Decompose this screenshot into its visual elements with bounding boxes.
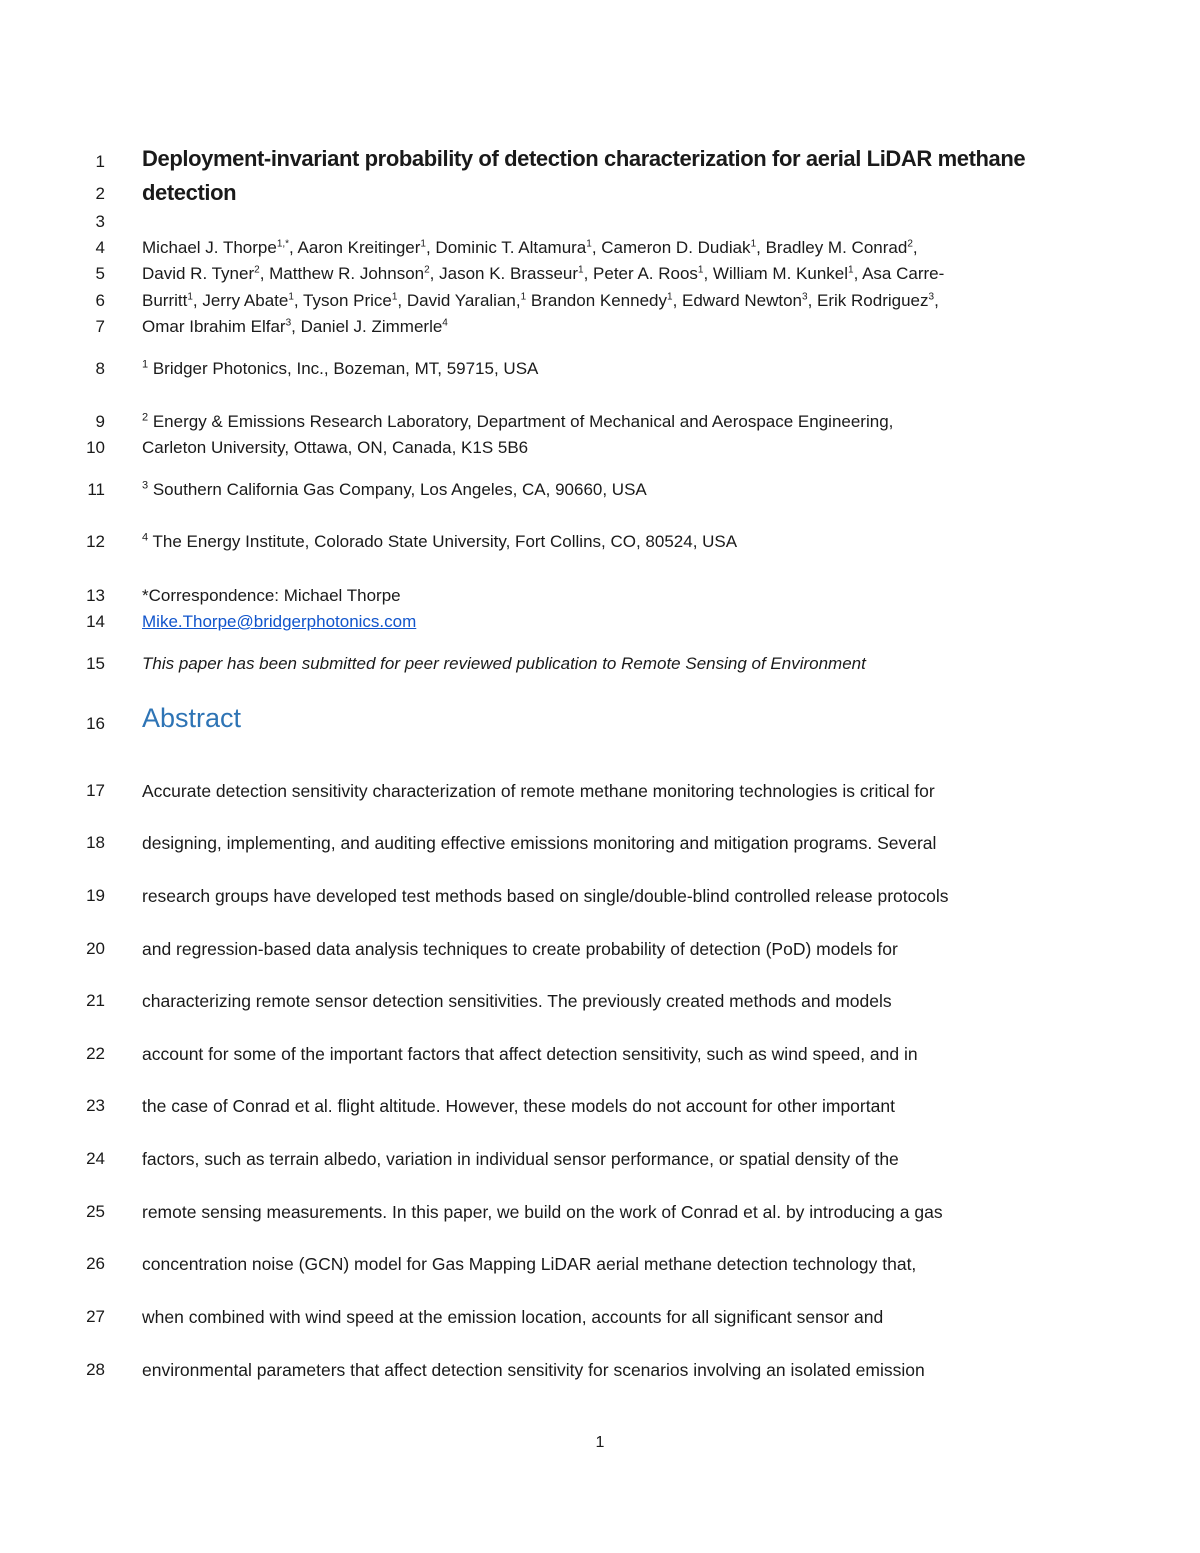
author-affiliation-sup: 1	[848, 264, 854, 276]
line-number: 11	[87, 480, 105, 499]
affiliation-sup: 1	[142, 358, 149, 371]
line-number: 25	[86, 1202, 105, 1221]
abstract-text: designing, implementing, and auditing effective emissions monitoring and mitigation programs. Several	[142, 833, 937, 853]
line-number: 7	[95, 317, 105, 336]
abstract-text: environmental parameters that affect detection sensitivity for scenarios involving an isolated emission	[142, 1360, 925, 1380]
affiliation-text	[142, 532, 737, 552]
author-affiliation-sup: 3	[928, 291, 935, 303]
paper-title: Deployment-invariant probability of detection characterization for aerial LiDAR methane	[142, 146, 1026, 171]
author-name: Omar Ibrahim Elfar	[142, 317, 286, 336]
author-list	[142, 317, 448, 337]
author-affiliation-sup: 1	[667, 291, 673, 303]
affiliation-text	[142, 480, 647, 500]
author-name: , David Yaralian,	[397, 291, 521, 310]
author-name: , Peter A. Roos	[583, 264, 698, 283]
section-heading: Abstract	[142, 703, 242, 733]
author-affiliation-sup: 3	[802, 291, 808, 303]
affiliation-name: Energy & Emissions Research Laboratory, Department of Mechanical and Aerospace Engineering,	[148, 412, 894, 431]
affiliation-text	[142, 412, 893, 432]
author-name: , Edward Newton	[672, 291, 803, 310]
line-number: 18	[86, 833, 105, 852]
affiliation-name: The Energy Institute, Colorado State University, Fort Collins, CO, 80524, USA	[148, 532, 738, 551]
author-affiliation-sup: 1	[187, 291, 193, 303]
line-number: 4	[95, 238, 105, 257]
author-affiliation-sup: 1	[750, 238, 757, 250]
abstract-text: account for some of the important factors that affect detection sensitivity, such as wind speed, and in	[142, 1044, 918, 1064]
author-affiliation-sup: 3	[285, 317, 292, 329]
line-number: 3	[95, 212, 105, 231]
author-list	[142, 238, 918, 258]
line-number: 14	[86, 612, 105, 631]
line-number: 5	[95, 264, 105, 283]
abstract-text: Accurate detection sensitivity characterization of remote methane monitoring technologies is critical for	[142, 781, 935, 801]
abstract-text: when combined with wind speed at the emission location, accounts for all significant sensor and	[142, 1307, 884, 1327]
line-number: 12	[86, 532, 105, 551]
affiliation-name: Carleton University, Ottawa, ON, Canada, K1S 5B6	[142, 438, 529, 457]
line-number: 19	[86, 886, 105, 905]
author-affiliation-sup: 1	[420, 238, 426, 250]
abstract-text: factors, such as terrain albedo, variation in individual sensor performance, or spatial density of the	[142, 1149, 899, 1169]
author-list	[142, 264, 944, 284]
affiliation-sup: 4	[142, 531, 149, 544]
line-number: 8	[95, 359, 105, 378]
author-name: , Erik Rodriguez	[807, 291, 929, 310]
line-number: 28	[86, 1360, 105, 1379]
abstract-text: concentration noise (GCN) model for Gas Mapping LiDAR aerial methane detection technology that,	[142, 1254, 917, 1274]
author-name: Michael J. Thorpe	[142, 238, 277, 257]
author-name: , William M. Kunkel	[703, 264, 849, 283]
author-affiliation-sup: 1	[391, 291, 398, 303]
abstract-text: the case of Conrad et al. flight altitude. However, these models do not account for other important	[142, 1096, 895, 1116]
author-name: David R. Tyner	[142, 264, 255, 283]
line-number: 21	[86, 991, 105, 1010]
author-affiliation-sup: 2	[254, 264, 260, 276]
author-affiliation-sup: 2	[907, 238, 913, 250]
author-affiliation-sup: 2	[424, 264, 430, 276]
paper-title-continued: detection	[142, 180, 237, 205]
abstract-text: and regression-based data analysis techniques to create probability of detection (PoD) models for	[142, 939, 898, 959]
author-name: Burritt	[142, 291, 188, 310]
author-name: , Matthew R. Johnson	[259, 264, 425, 283]
author-name: , Jerry Abate	[192, 291, 289, 310]
line-number: 22	[86, 1044, 105, 1063]
submission-note-text: This paper has been submitted for peer reviewed publication to Remote Sensing of Environment	[142, 654, 866, 673]
line-number: 27	[86, 1307, 105, 1326]
line-number: 2	[95, 184, 105, 203]
author-separator: ,	[912, 238, 918, 257]
author-name: , Asa Carre-	[853, 264, 945, 283]
line-number: 10	[86, 438, 105, 457]
author-name: , Daniel J. Zimmerle	[291, 317, 443, 336]
abstract-text: characterizing remote sensor detection sensitivities. The previously created methods and models	[142, 991, 892, 1011]
author-separator: ,	[934, 291, 939, 310]
author-name: , Jason K. Brasseur	[429, 264, 579, 283]
line-number: 1	[95, 152, 105, 171]
line-number: 20	[86, 939, 105, 958]
author-affiliation-sup: 1	[520, 291, 527, 303]
line-number: 24	[86, 1149, 105, 1168]
author-affiliation-sup: 1	[578, 264, 584, 276]
affiliation-name: Southern California Gas Company, Los Angeles, CA, 90660, USA	[148, 480, 647, 499]
author-name: , Bradley M. Conrad	[756, 238, 908, 257]
correspondence-label: *Correspondence: Michael Thorpe	[142, 586, 401, 605]
affiliation-text	[142, 359, 538, 379]
correspondence-email-link[interactable]: Mike.Thorpe@bridgerphotonics.com	[142, 612, 417, 631]
author-name: , Cameron D. Dudiak	[591, 238, 751, 257]
author-affiliation-sup: 1	[697, 264, 704, 276]
author-affiliation-sup: 1	[586, 238, 592, 250]
affiliation-name: Bridger Photonics, Inc., Bozeman, MT, 59715, USA	[148, 359, 539, 378]
line-number: 13	[86, 586, 105, 605]
author-name: , Aaron Kreitinger	[289, 238, 421, 257]
author-affiliation-sup: 1,*	[276, 238, 290, 250]
line-number: 23	[86, 1096, 105, 1115]
author-affiliation-sup: 4	[442, 317, 448, 329]
line-number: 9	[95, 412, 105, 431]
author-list	[142, 291, 939, 311]
affiliation-sup: 2	[142, 411, 149, 424]
line-number: 6	[95, 291, 105, 310]
author-name: , Dominic T. Altamura	[425, 238, 587, 257]
abstract-text: research groups have developed test methods based on single/double-blind controlled release protocols	[142, 886, 949, 906]
affiliation-sup: 3	[142, 479, 149, 492]
abstract-text: remote sensing measurements. In this paper, we build on the work of Conrad et al. by introducing a gas	[142, 1202, 943, 1222]
author-name: , Tyson Price	[293, 291, 392, 310]
author-name: Brandon Kennedy	[526, 291, 667, 310]
line-number: 15	[86, 654, 105, 673]
line-number: 26	[86, 1254, 105, 1273]
page-number: 1	[595, 1434, 605, 1451]
line-number: 16	[86, 714, 105, 733]
author-affiliation-sup: 1	[288, 291, 294, 303]
line-number: 17	[86, 781, 105, 800]
